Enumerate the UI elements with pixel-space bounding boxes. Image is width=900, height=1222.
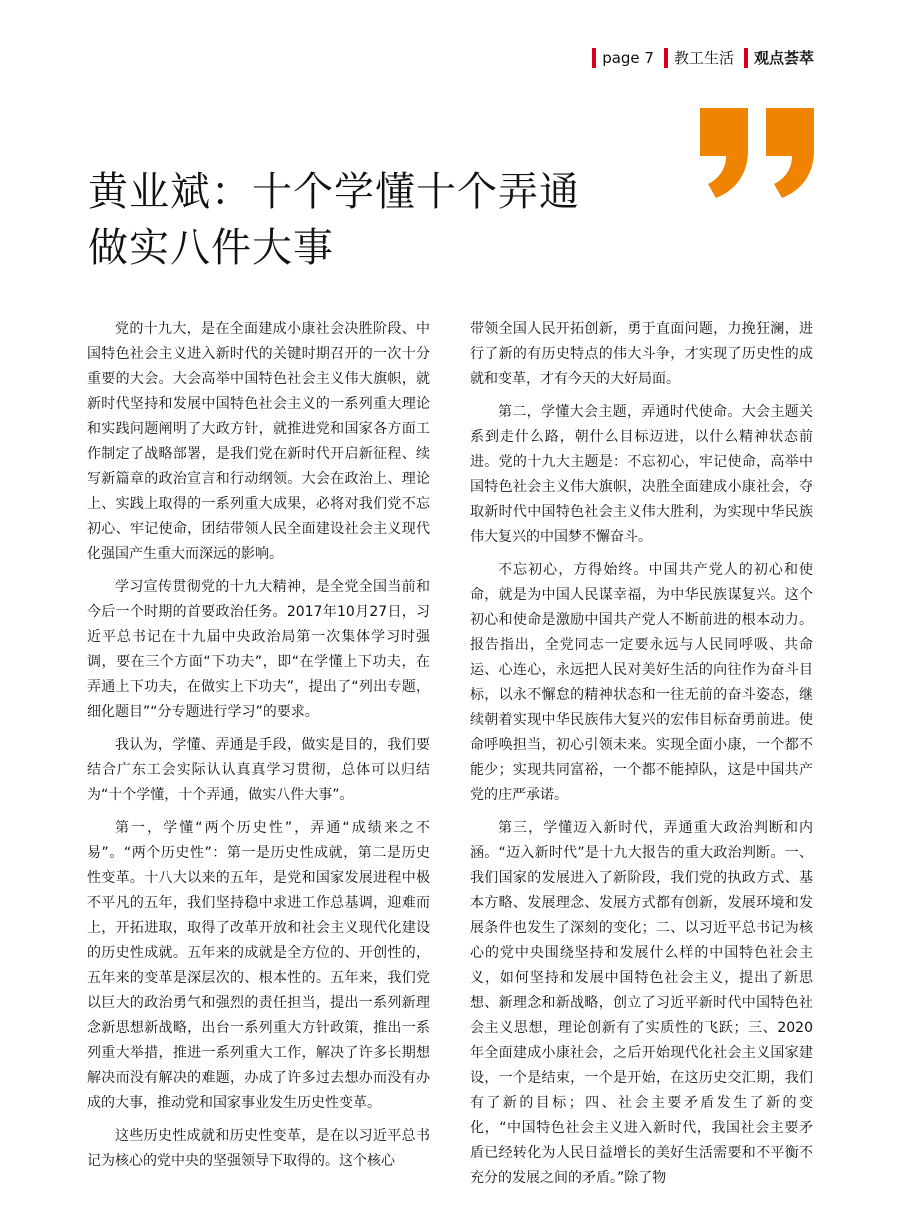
page-number-label xyxy=(592,47,654,69)
paragraph: 第三，学懂迈入新时代，弄通重大政治判断和内涵。“迈入新时代”是十九大报告的重大政治判断。一、我们国家的发展进入了新阶段，我们党的执政方式、基本方略、发展理念、发展方式都有创新，发展环境和发展条件也发生了深刻的变化；二、以习近平总书记为核心的党中央围绕坚持和发展什么样的中国特色社会主义，如何坚持和发展中国特色社会主义，提出了新思想、新理念和新战略，创立了习近平新时代中国特色社会主义思想，理论创新有了实质性的飞跃；三、2020 年全面建成小康社会，之后开始现代化社会主义国家建设，一个是结束，一个是开始，在这历史交汇期，我们有了新的目标；四、社会主要矛盾发生了新的变化，“中国特色社会主义进入新时代，我国社会主要矛盾已经转化为人民日益增长的美好生活需要和不平衡不充分的发展之间的矛盾。”除了物 xyxy=(470,820,813,1186)
red-bar-icon xyxy=(664,48,668,68)
paragraph: 学习宣传贯彻党的十九大精神，是全党全国当前和今后一个时期的首要政治任务。2017年10月27日，习近平总书记在十九届中央政治局第一次集体学习时强调，要在三个方面“下功夫”，即“在学懂上下功夫，在弄通上下功夫，在做实上下功夫”，提出了“列出专题，细化题目”“分专题进行学习”的要求。 xyxy=(87,579,430,720)
paragraph: 第二，学懂大会主题，弄通时代使命。大会主题关系到走什么路，朝什么目标迈进，以什么精神状态前进。党的十九大主题是：不忘初心，牢记使命，高举中国特色社会主义伟大旗帜，决胜全面建成小康社会，夺取新时代中国特色社会主义伟大胜利，为实现中华民族伟大复兴的中国梦不懈奋斗。 xyxy=(470,404,813,545)
paragraph: 不忘初心，方得始终。中国共产党人的初心和使命，就是为中国人民谋幸福，为中华民族谋复兴。这个初心和使命是激励中国共产党人不断前进的根本动力。报告指出，全党同志一定要永远与人民同呼吸、共命运、心连心，永远把人民对美好生活的向往作为奋斗目标，以永不懈怠的精神状态和一往无前的奋斗姿态，继续朝着实现中华民族伟大复兴的宏伟目标奋勇前进。使命呼唤担当，初心引领未来。实现全面小康，一个都不能少；实现共同富裕，一个都不能掉队，这是中国共产党的庄严承诺。 xyxy=(470,562,813,803)
page-header xyxy=(592,47,814,69)
section-label-1 xyxy=(664,47,734,69)
article-title xyxy=(88,164,708,276)
right-column xyxy=(470,317,813,1199)
title-line-2: 做实八件大事 xyxy=(88,225,334,271)
paragraph: 我认为，学懂、弄通是手段，做实是目的，我们要结合广东工会实际认认真真学习贯彻，总体可以归结为“十个学懂，十个弄通，做实八件大事”。 xyxy=(87,737,430,803)
paragraph: 第一，学懂“两个历史性”，弄通“成绩来之不易”。“两个历史性”：第一是历史性成就，第二是历史性变革。十八大以来的五年，是党和国家发展进程中极不平凡的五年，我们坚持稳中求进工作总基调，迎难而上，开拓进取，取得了改革开放和社会主义现代化建设的历史性成就。五年来的成就是全方位的、开创性的，五年来的变革是深层次的、根本性的。五年来，我们党以巨大的政治勇气和强烈的责任担当，提出一系列新理念新思想新战略，出台一系列重大方针政策，推出一系列重大举措，推进一系列重大工作，解决了许多长期想解决而没有解决的难题，办成了许多过去想办而没有办成的大事，推动党和国家事业发生历史性变革。 xyxy=(87,820,430,1111)
closing-quote-icon xyxy=(696,108,820,198)
red-bar-icon xyxy=(744,48,748,68)
page-number-text: page 7 xyxy=(602,49,654,67)
section-label-2 xyxy=(744,47,814,69)
left-column xyxy=(87,317,430,1182)
title-line-1: 黄业斌：十个学懂十个弄通 xyxy=(88,169,580,215)
paragraph: 党的十九大，是在全面建成小康社会决胜阶段、中国特色社会主义进入新时代的关键时期召开的一次十分重要的大会。大会高举中国特色社会主义伟大旗帜，就新时代坚持和发展中国特色社会主义的一系列重大理论和实践问题阐明了大政方针，就推进党和国家各方面工作制定了战略部署，是我们党在新时代开启新征程、续写新篇章的政治宣言和行动纲领。大会在政治上、理论上、实践上取得的一系列重大成果，必将对我们党不忘初心、牢记使命，团结带领人民全面建设社会主义现代化强国产生重大而深远的影响。 xyxy=(87,321,430,562)
paragraph-continued: 带领全国人民开拓创新，勇于直面问题，力挽狂澜，进行了新的有历史特点的伟大斗争，才实现了历史性的成就和变革，才有今天的大好局面。 xyxy=(470,321,813,387)
section-2-text: 观点荟萃 xyxy=(753,49,814,67)
red-bar-icon xyxy=(592,48,596,68)
section-1-text: 教工生活 xyxy=(673,49,734,67)
paragraph: 这些历史性成就和历史性变革，是在以习近平总书记为核心的党中央的坚强领导下取得的。这个核心 xyxy=(87,1128,430,1169)
